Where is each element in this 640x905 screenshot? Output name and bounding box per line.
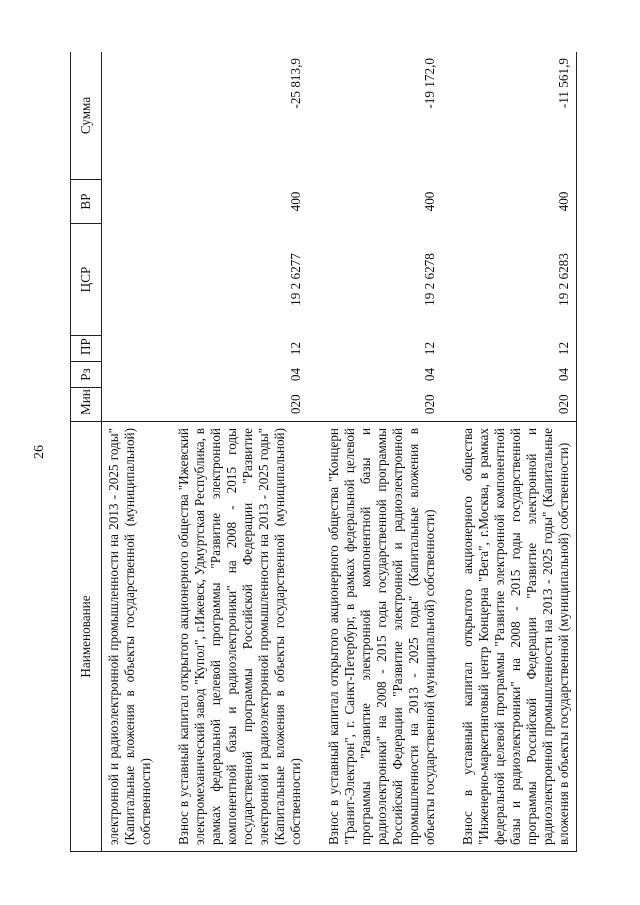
row-name: электронной и радиоэлектронной промышленности на 2013 - 2025 годы" (Капитальные вложения в объекты государственной (муниципальной) собственности) — [102, 422, 159, 852]
row-rz: 04 — [288, 367, 303, 382]
row-min: 020 — [288, 394, 303, 415]
table-row — [322, 52, 442, 852]
row-name: Взнос в уставный капитал открытого акционерного общества "Инженерно-маркетинговый центр Концерна "Вега", г.Москва, в рамках федеральной целевой программы "Развитие электронной компонентной базы и радиоэлектроники" на 2008 - 2015 годы государственной программы Российской Федерации "Развитие электронной и радиоэлектронной промышленности на 2013 - 2025 годы" (Капитальные вложения в объекты государственной (муниципальной) собственности) — [456, 422, 577, 852]
row-vr: 400 — [456, 180, 577, 224]
row-sum: -11 561,9 — [456, 52, 577, 180]
row-vr — [102, 180, 159, 224]
row-csr — [102, 224, 159, 336]
header-sum: Сумма — [71, 52, 102, 180]
table-row — [456, 52, 577, 852]
row-csr: 19 2 6277 — [288, 253, 303, 306]
document-sheet — [70, 52, 590, 852]
row-sum — [102, 52, 159, 180]
header-rz: Рз — [71, 362, 102, 388]
row-rz: 04 — [422, 367, 437, 382]
table-row — [102, 52, 159, 852]
header-pr: ПР — [71, 336, 102, 362]
row-name: Взнос в уставный капитал открытого акционерного общества "Ижевский электромеханический завод "Купол", г.Ижевск, Удмуртская Республика, в рамках федеральной целевой программы "Развитие электронной компонентной базы и радиоэлектроники" на 2008 - 2015 годы государственной программы Российской Федерации "Развитие электронной и радиоэлектронной промышленности на 2013 - 2025 годы" (Капитальные вложения в объекты государственной (муниципальной) собственности) — [172, 422, 308, 852]
rotated-content — [70, 52, 590, 852]
header-vr: ВР — [71, 180, 102, 224]
row-sum: -25 813,9 — [172, 52, 308, 180]
row-pr — [102, 336, 159, 362]
row-min — [102, 388, 159, 422]
row-pr: 12 — [456, 336, 577, 362]
budget-table — [70, 52, 577, 852]
header-min: Мин — [71, 388, 102, 422]
row-name: Взнос в уставный капитал открытого акционерного общества "Концерн "Гранит-Электрон", г. Санкт-Петербург, в рамках федеральной целевой программы "Развитие электронной компонентной базы и радиоэлектроники" на 2008 - 2015 годы государственной программы Российской Федерации "Развитие электронной и радиоэлектронной промышленности на 2013 - 2025 годы" (Капитальные вложения в объекты государственной (муниципальной) собственности) — [322, 422, 442, 852]
table-row — [172, 52, 308, 852]
row-vr: 400 — [288, 191, 303, 212]
row-pr: 12 — [288, 341, 303, 356]
header-csr: ЦСР — [71, 224, 102, 336]
page-number: 26 — [32, 445, 47, 459]
header-name: Наименование — [71, 422, 102, 852]
row-vr: 400 — [422, 191, 437, 212]
table-header-row — [71, 52, 102, 852]
row-min: 020 — [456, 388, 577, 422]
row-sum: -19 172,0 — [322, 52, 442, 180]
row-min: 020 — [422, 394, 437, 415]
row-pr: 12 — [422, 341, 437, 356]
row-csr: 19 2 6283 — [456, 224, 577, 336]
row-rz — [102, 362, 159, 388]
row-csr: 19 2 6278 — [422, 253, 437, 306]
row-rz: 04 — [456, 362, 577, 388]
